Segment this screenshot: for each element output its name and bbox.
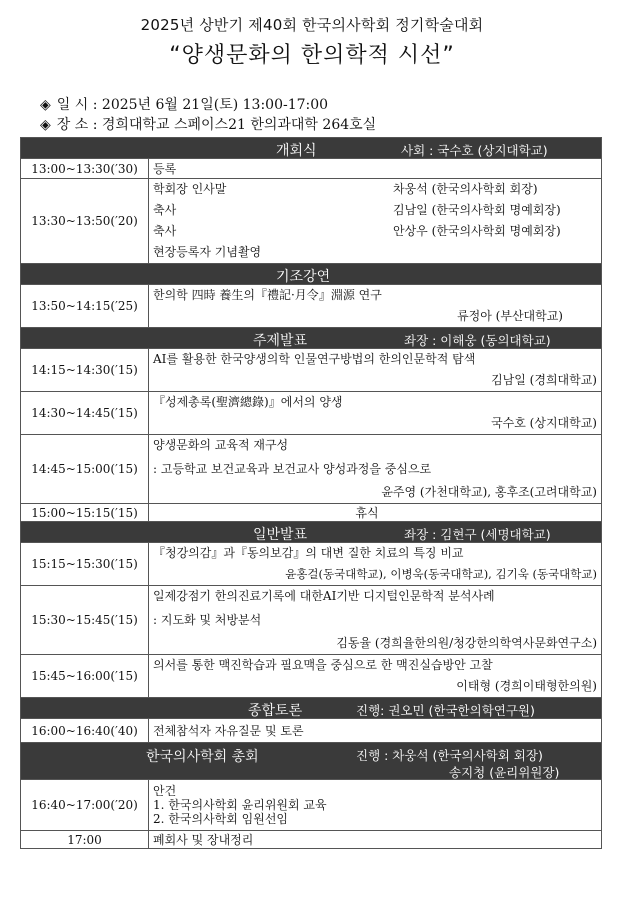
ceremony-item-label: 축사 xyxy=(153,224,177,238)
event-title: 2025년 상반기 제40회 한국의사학회 정기학술대회 xyxy=(140,16,484,34)
table-row xyxy=(21,435,602,504)
row-time: 14:15~14:30(′15) xyxy=(21,349,149,392)
section-moderator: 좌장 : 김현구 (세명대학교) xyxy=(404,527,551,542)
table-row xyxy=(21,831,602,849)
ceremony-item xyxy=(153,200,593,221)
section-moderator: 사회 : 국수호 (상지대학교) xyxy=(401,143,548,158)
row-time: 14:45~15:00(′15) xyxy=(21,435,149,504)
row-time: 13:00~13:30(′30) xyxy=(21,159,149,179)
talk-subtitle: : 지도화 및 처방분석 xyxy=(153,613,262,627)
talk-title: 한의학 四時 養生의『禮記·月令』淵源 연구 xyxy=(153,288,382,302)
agenda-line: 안건 xyxy=(153,784,177,798)
place-value: 경희대학교 스페이스21 한의과대학 264호실 xyxy=(101,117,377,133)
row-time: 13:30~13:50(′20) xyxy=(21,179,149,264)
section-host: 진행 : 차웅석 (한국의사학회 회장) xyxy=(356,748,543,763)
section-title: 한국의사학회 총회 xyxy=(146,749,259,765)
row-time: 15:00~15:15(′15) xyxy=(21,504,149,522)
row-content xyxy=(149,285,602,328)
section-title: 기조강연 xyxy=(276,269,331,285)
table-row xyxy=(21,159,602,179)
talk-title: 일제강점기 한의진료기록에 대한AI기반 디지털인문학적 분석사례 xyxy=(153,589,495,603)
row-time: 15:30~15:45(′15) xyxy=(21,586,149,655)
row-time: 13:50~14:15(′25) xyxy=(21,285,149,328)
table-row xyxy=(21,179,602,264)
date-line xyxy=(40,94,328,114)
table-row xyxy=(21,543,602,586)
table-row xyxy=(21,285,602,328)
program-table xyxy=(20,137,602,849)
section-moderator: 진행: 권오민 (한국한의학연구원) xyxy=(356,703,535,718)
section-header-discussion xyxy=(21,698,602,719)
ceremony-item xyxy=(153,242,593,263)
talk-speaker: 윤주영 (가천대학교), 홍후조(고려대학교) xyxy=(381,485,597,499)
ceremony-item xyxy=(153,221,593,242)
row-time: 15:45~16:00(′15) xyxy=(21,655,149,698)
table-row xyxy=(21,586,602,655)
ceremony-item-label: 현장등록자 기념촬영 xyxy=(153,245,262,259)
table-row xyxy=(21,504,602,522)
row-content xyxy=(149,349,602,392)
date-value: 2025년 6월 21일(토) 13:00-17:00 xyxy=(101,97,329,113)
talk-title: 양생문화의 교육적 재구성 xyxy=(153,438,289,452)
talk-title: AI를 활용한 한국양생의학 인물연구방법의 한의인문학적 탐색 xyxy=(153,352,476,366)
table-row xyxy=(21,780,602,831)
table-row xyxy=(21,655,602,698)
row-content xyxy=(149,543,602,586)
row-content: 전체참석자 자유질문 및 토론 xyxy=(149,719,602,743)
section-header-keynote xyxy=(21,264,602,285)
row-content xyxy=(149,435,602,504)
ceremony-item-label: 학회장 인사말 xyxy=(153,182,227,196)
diamond-bullet-icon: ◈ xyxy=(40,117,51,133)
ceremony-item xyxy=(153,179,593,200)
section-title: 종합토론 xyxy=(248,703,303,719)
event-subtitle: “양생문화의 한의학적 시선” xyxy=(169,43,455,68)
row-content xyxy=(149,586,602,655)
row-time: 15:15~15:30(′15) xyxy=(21,543,149,586)
talk-title: 『청강의감』과『동의보감』의 대변 질한 치료의 특징 비교 xyxy=(153,546,464,560)
talk-title: 『성제총록(聖濟總錄)』에서의 양생 xyxy=(153,395,343,409)
row-time: 16:00~16:40(′40) xyxy=(21,719,149,743)
row-content xyxy=(149,179,602,264)
ceremony-item-person: 김남일 (한국의사학회 명예회장) xyxy=(393,203,561,217)
section-host-second: 송지청 (윤리위원장) xyxy=(449,765,560,780)
talk-speaker: 이태형 (경희이태형한의원) xyxy=(456,679,597,693)
row-content xyxy=(149,392,602,435)
talk-speaker: 윤홍걸(동국대학교), 이병욱(동국대학교), 김기욱 (동국대학교) xyxy=(285,567,597,581)
table-row xyxy=(21,349,602,392)
talk-speaker: 김남일 (경희대학교) xyxy=(491,373,597,387)
date-label: 일 시 : xyxy=(56,97,98,113)
talk-subtitle: : 고등학교 보건교육과 보건교사 양성과정을 중심으로 xyxy=(153,462,432,476)
place-line xyxy=(40,114,376,134)
ceremony-item-person: 차웅석 (한국의사학회 회장) xyxy=(393,182,538,196)
section-moderator: 좌장 : 이해웅 (동의대학교) xyxy=(404,333,551,348)
ceremony-item-label: 축사 xyxy=(153,203,177,217)
row-content: 등록 xyxy=(149,159,602,179)
table-row xyxy=(21,719,602,743)
section-header-opening xyxy=(21,138,602,159)
diamond-bullet-icon: ◈ xyxy=(40,97,51,113)
table-row xyxy=(21,392,602,435)
section-header-general xyxy=(21,522,602,543)
row-content: 휴식 xyxy=(149,504,602,522)
row-content: 폐회사 및 장내정리 xyxy=(149,831,602,849)
ceremony-item-person: 안상우 (한국의사학회 명예회장) xyxy=(393,224,561,238)
section-title: 개회식 xyxy=(276,143,317,159)
section-title: 주제발표 xyxy=(253,333,308,349)
section-header-main xyxy=(21,328,602,349)
row-content xyxy=(149,780,602,831)
section-header-assembly xyxy=(21,743,602,780)
row-content xyxy=(149,655,602,698)
row-time: 17:00 xyxy=(21,831,149,849)
talk-speaker: 류정아 (부산대학교) xyxy=(457,309,563,323)
place-label: 장 소 : xyxy=(56,117,98,133)
talk-title: 의서를 통한 맥진학습과 필요맥을 중심으로 한 맥진실습방안 고찰 xyxy=(153,658,493,672)
talk-speaker: 국수호 (상지대학교) xyxy=(491,416,597,430)
agenda-line: 2. 한국의사학회 임원선임 xyxy=(153,812,288,826)
section-title: 일반발표 xyxy=(253,527,308,543)
row-time: 16:40~17:00(′20) xyxy=(21,780,149,831)
row-time: 14:30~14:45(′15) xyxy=(21,392,149,435)
talk-speaker: 김동율 (경희율한의원/청강한의학역사문화연구소) xyxy=(336,636,597,650)
agenda-line: 1. 한국의사학회 윤리위원회 교육 xyxy=(153,798,327,812)
